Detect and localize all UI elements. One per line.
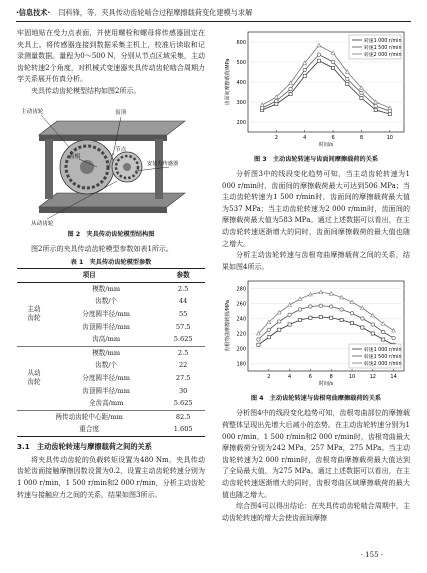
data-point — [340, 308, 343, 311]
data-point — [257, 338, 260, 341]
data-point — [288, 313, 291, 316]
x-tick-label: 8 — [359, 135, 364, 141]
legend-entry: 转速1 000 r/min — [364, 348, 402, 354]
data-point — [303, 74, 306, 77]
table-cell: 44 — [178, 297, 188, 306]
figure-3 — [222, 28, 410, 152]
data-point — [330, 316, 333, 319]
x-axis-label: 时间/s — [318, 381, 334, 388]
y-tick-label: 200 — [236, 120, 246, 126]
data-point — [371, 332, 374, 335]
post — [45, 139, 53, 199]
figure-2 — [17, 101, 205, 227]
figure-2-caption: 图 2 夹具传动齿轮模型结构图 — [67, 230, 155, 238]
x-tick-label: 2 — [267, 374, 271, 381]
data-point — [388, 109, 391, 112]
table-cell: 30 — [178, 386, 188, 395]
gear-model-illustration — [17, 101, 205, 227]
data-point — [303, 68, 306, 71]
data-point — [317, 59, 320, 62]
left-column — [17, 28, 205, 501]
figure-3-caption: 图 3 主动齿轮转速与齿面间摩擦载荷的关系 — [253, 156, 379, 163]
x-tick-label: 10 — [386, 135, 394, 141]
data-point — [275, 99, 278, 102]
driven-gear-hub — [123, 163, 131, 171]
data-point — [298, 308, 301, 311]
post — [155, 139, 163, 199]
data-point — [298, 319, 301, 322]
table-header-item: 项目 — [82, 271, 96, 280]
data-point — [278, 320, 281, 323]
y-tick-label: 280 — [236, 286, 246, 293]
top-plate-edge — [39, 135, 167, 141]
label-node: 节点 — [115, 146, 127, 153]
y-tick-label: 200 — [236, 346, 246, 353]
table-cell: 重合度 — [79, 425, 100, 434]
y-tick-label: 500 — [236, 60, 246, 66]
label-driven-gear: 从动齿轮 — [31, 220, 54, 227]
table-cell: 27.5 — [175, 373, 191, 382]
group-label-driving: 主动 齿轮 — [27, 305, 41, 323]
header-rule — [16, 21, 411, 22]
right-column — [222, 28, 410, 524]
data-point — [278, 328, 281, 331]
table-cell: 55 — [178, 309, 188, 318]
data-point — [374, 104, 377, 107]
table-cell: 分度圆半径/mm — [82, 373, 130, 382]
data-point — [331, 66, 334, 69]
label-tooth-root: 齿根 — [69, 153, 81, 160]
legend-entry: 转速1 500 r/min — [364, 355, 402, 361]
y-tick-label: 240 — [236, 316, 246, 323]
label-tooth-tip: 齿顶 — [115, 109, 127, 116]
table-cell: 模数/mm — [51, 346, 161, 359]
x-axis-label: 时间/s — [318, 142, 334, 148]
x-tick-label: 4 — [303, 135, 307, 141]
y-tick-label: 300 — [236, 100, 246, 106]
data-point — [330, 305, 333, 308]
table-1-caption: 表 1 夹具传动齿轮模型参数 — [70, 259, 152, 267]
legend-entry: 转速2 000 r/min — [364, 52, 402, 58]
data-point — [257, 343, 260, 346]
label-driving-gear: 主动齿轮 — [21, 108, 44, 115]
table-cell: 57.5 — [175, 322, 191, 331]
paragraph-intro: 牢固地贴在受力点表面，并使用螺栓和螺母将传感器固定在夹具上。将传感器连接到数据采集主机上，校准后读取和记录测量数据。量程为0～500 N，分别从节点区域采集，主动齿轮转速2个角度，对机械式变速器夹具传动齿轮啮合周期力学关系展开仿真分析。 — [17, 29, 205, 84]
table-cell: 22 — [178, 361, 188, 370]
data-point — [346, 82, 349, 85]
data-point — [382, 331, 385, 334]
figure-4-caption: 图 4 主动齿轮转速与齿根弯曲摩擦载荷的关系 — [250, 395, 382, 403]
legend-entry: 转速2 000 r/min — [364, 362, 402, 368]
data-point — [289, 92, 292, 95]
table-header-row — [17, 269, 205, 283]
x-tick-label: 10 — [348, 374, 356, 381]
data-point — [346, 77, 349, 80]
data-point — [374, 108, 377, 111]
table-cell: 齿数/个 — [95, 361, 118, 370]
table-row — [17, 282, 205, 295]
data-point — [382, 338, 385, 341]
friction-load-chart — [222, 28, 410, 152]
table-cell: 齿顶圆半径/mm — [82, 386, 130, 395]
table-cell: 两传动齿轮中心距/mm — [17, 410, 161, 423]
table-cell: 分度圆半径/mm — [82, 309, 130, 318]
data-point — [360, 96, 363, 99]
y-tick-label: 220 — [236, 331, 246, 338]
data-point — [317, 53, 320, 56]
paragraph-3-1: 将夹具传动齿轮的负载转矩设置为480 Nm，夹具传动齿轮齿面接触摩擦因数设置为0.2，设置主动齿轮转速分别为1 000 r/min，1 500 r/min和2 000 r/min，分析主动齿轮转速与接触应力之间的关系，结果如图3所示。 — [17, 455, 205, 499]
x-tick-label: 6 — [331, 135, 335, 141]
legend-entry: 转速1 500 r/min — [364, 45, 402, 51]
table-cell: 齿数/个 — [95, 297, 118, 306]
label-sensor: 安装力传感器 — [147, 160, 179, 167]
base-plate-edge — [39, 207, 167, 213]
x-tick-label: 8 — [329, 374, 333, 381]
y-axis-label: 齿根弯曲摩擦载荷/MPa — [225, 300, 231, 353]
figure-4 — [222, 277, 410, 391]
data-point — [309, 305, 312, 308]
data-point — [288, 323, 291, 326]
section-label: ·信息技术· — [16, 8, 51, 17]
table-cell: 齿顶圆半径/mm — [82, 322, 130, 331]
y-tick-label: 180 — [236, 361, 246, 368]
x-tick-label: 12 — [369, 374, 376, 381]
table-cell: 5.625 — [173, 335, 193, 344]
x-tick-label: 14 — [390, 374, 397, 381]
legend-entry: 转速1 000 r/min — [364, 38, 402, 44]
table-cell: 1.605 — [173, 425, 193, 434]
paragraph-conclusion: 综合图4可以得出结论：在夹具传动齿轮啮合周期中，主动齿轮转速的增大会使齿面间摩擦 — [222, 502, 410, 522]
data-point — [331, 60, 334, 63]
parameter-table — [17, 268, 205, 437]
paragraph-fig4-analysis: 分析图4中的线段变化趋势可知，齿根弯曲部位的摩擦载荷整体呈现出先增大后减小的态势。在主动齿轮转速分别为1 000 r/min，1 500 r/min和2 000 r/min时，齿根弯曲最大摩擦载荷分别为242 MPa，257 MPa，275 MPa。当主动齿轮转速为2 000 r/min时，齿根弯曲摩擦载荷最大值达到了全局最大值，为275 MPa。通过上述数据可以看出，在主动齿轮转速逐渐增大的同时，齿根弯曲区域摩擦载荷的最大值也随之增大。 — [222, 409, 410, 499]
data-point — [289, 87, 292, 90]
table-cell: 2.5 — [177, 284, 189, 293]
page-number: · 155 · — [360, 551, 383, 559]
group-label-driven: 从动 齿轮 — [17, 346, 51, 410]
running-header — [16, 6, 411, 20]
data-point — [361, 326, 364, 329]
x-tick-label: 6 — [308, 374, 312, 381]
data-point — [360, 91, 363, 94]
y-tick-label: 260 — [236, 301, 246, 308]
paragraph-model: 夹具传动齿轮模型结构如图2所示。 — [31, 86, 141, 95]
table-cell: 2.5 — [161, 346, 205, 359]
section-heading: 3.1 主动齿轮转速与摩擦载荷之间的关系 — [17, 441, 152, 451]
running-title: 闫科锋，等．夹具传动齿轮啮合过程摩擦载荷变化建模与求解 — [58, 8, 253, 17]
x-tick-label: 4 — [288, 374, 292, 381]
driving-gear-hub — [80, 160, 94, 174]
data-point — [361, 317, 364, 320]
paragraph-fig3-analysis: 分析图3中的线段变化趋势可知，当主动齿轮转速为1 000 r/min时，齿面间的摩擦载荷最大可达到506 MPa；当主动齿轮转速为1 500 r/min时，齿面间的摩擦载荷最大值为537 MPa；当主动齿轮转速为2 000 r/min时，齿面间的摩擦载荷最大值为583 MPa。通过上述数据可以看出，在主动齿轮转速逐渐增大的同时，齿面间摩擦载荷的最大值也随之增大。 — [222, 170, 410, 248]
top-plate — [39, 121, 185, 135]
base-plate — [39, 193, 185, 207]
data-point — [371, 323, 374, 326]
data-point — [392, 337, 395, 340]
data-point — [340, 319, 343, 322]
data-point — [267, 336, 270, 339]
table-cell: 齿高/mm — [92, 335, 121, 344]
paragraph-fig3-next: 分析主动齿轮转速与齿根弯曲摩擦载荷之间的关系，结果如图4所示。 — [222, 251, 410, 271]
y-tick-label: 600 — [236, 40, 246, 46]
data-point — [350, 312, 353, 315]
table-row — [17, 423, 205, 436]
table-cell: 模数/mm — [92, 284, 121, 293]
table-row — [17, 346, 205, 359]
data-point — [319, 304, 322, 307]
paragraph-table-ref: 图2所示的夹具传动齿轮模型参数如表1所示。 — [31, 244, 173, 253]
table-cell: 5.625 — [173, 399, 193, 408]
data-point — [267, 328, 270, 331]
table-cell: 82.5 — [161, 410, 205, 423]
data-point — [319, 316, 322, 319]
y-axis-label: 齿面间摩擦载荷/MPa — [225, 58, 231, 106]
x-tick-label: 2 — [274, 135, 278, 141]
table-row — [17, 410, 205, 423]
data-point — [260, 106, 263, 109]
data-point — [309, 316, 312, 319]
y-tick-label: 400 — [236, 80, 246, 86]
table-cell: 全齿高/mm — [88, 399, 124, 408]
root-bending-load-chart — [222, 277, 410, 391]
table-header-value: 参数 — [176, 271, 190, 280]
data-point — [350, 322, 353, 325]
